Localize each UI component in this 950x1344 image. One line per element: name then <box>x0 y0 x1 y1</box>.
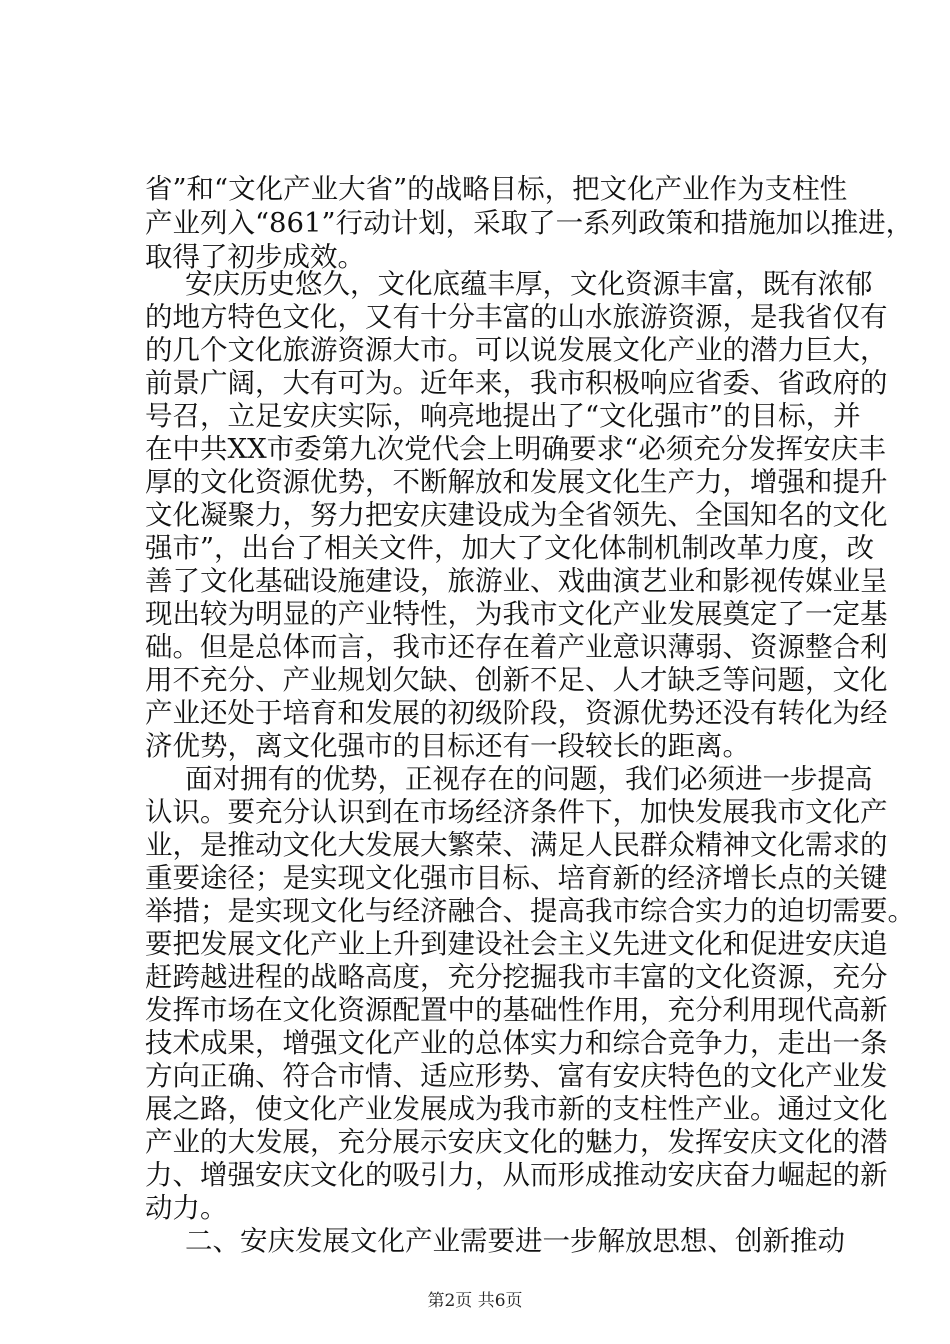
section-heading: 二、安庆发展文化产业需要进一步解放思想、创新推动 <box>185 1225 845 1257</box>
text-line: 力、增强安庆文化的吸引力，从而形成推动安庆奋力崛起的新 <box>145 1159 888 1191</box>
paragraph-first-line: 面对拥有的优势，正视存在的问题，我们必须进一步提高 <box>185 763 873 795</box>
text-line: 产业还处于培育和发展的初级阶段，资源优势还没有转化为经 <box>145 697 888 729</box>
text-line: 产业列入“861”行动计划，采取了一系列政策和措施加以推进， <box>145 207 914 239</box>
text-line: 前景广阔，大有可为。近年来，我市积极响应省委、省政府的 <box>145 367 888 399</box>
paragraph-first-line: 安庆历史悠久，文化底蕴丰厚，文化资源丰富，既有浓郁 <box>185 268 873 300</box>
text-line: 发挥市场在文化资源配置中的基础性作用，充分利用现代高新 <box>145 994 888 1026</box>
text-line: 重要途径；是实现文化强市目标、培育新的经济增长点的关键 <box>145 862 888 894</box>
text-line: 展之路，使文化产业发展成为我市新的支柱性产业。通过文化 <box>145 1093 888 1125</box>
text-line: 的地方特色文化，又有十分丰富的山水旅游资源，是我省仅有 <box>145 301 888 333</box>
text-line: 善了文化基础设施建设，旅游业、戏曲演艺业和影视传媒业呈 <box>145 565 888 597</box>
text-line: 产业的大发展，充分展示安庆文化的魅力，发挥安庆文化的潜 <box>145 1126 888 1158</box>
text-line: 号召，立足安庆实际，响亮地提出了“文化强市”的目标，并 <box>145 400 861 432</box>
text-line: 济优势，离文化强市的目标还有一段较长的距离。 <box>145 730 750 762</box>
text-line: 现出较为明显的产业特性，为我市文化产业发展奠定了一定基 <box>145 598 888 630</box>
text-line: 厚的文化资源优势，不断解放和发展文化生产力，增强和提升 <box>145 466 888 498</box>
text-line: 用不充分、产业规划欠缺、创新不足、人才缺乏等问题，文化 <box>145 664 888 696</box>
text-line: 业，是推动文化大发展大繁荣、满足人民群众精神文化需求的 <box>145 829 888 861</box>
text-line: 文化凝聚力，努力把安庆建设成为全省领先、全国知名的文化 <box>145 499 888 531</box>
text-line: 在中共XX市委第九次党代会上明确要求“必须充分发挥安庆丰 <box>145 433 886 465</box>
text-line: 础。但是总体而言，我市还存在着产业意识薄弱、资源整合利 <box>145 631 888 663</box>
text-line: 方向正确、符合市情、适应形势、富有安庆特色的文化产业发 <box>145 1060 888 1092</box>
text-line: 要把发展文化产业上升到建设社会主义先进文化和促进安庆追 <box>145 928 888 960</box>
text-line: 强市”，出台了相关文件，加大了文化体制机制改革力度，改 <box>145 532 875 564</box>
text-line: 技术成果，增强文化产业的总体实力和综合竞争力，走出一条 <box>145 1027 888 1059</box>
text-line: 认识。要充分认识到在市场经济条件下，加快发展我市文化产 <box>145 796 888 828</box>
text-line: 取得了初步成效。 <box>145 241 365 273</box>
page-number-footer: 第2页 共6页 <box>427 1291 523 1311</box>
text-line: 动力。 <box>145 1192 228 1224</box>
text-line: 赶跨越进程的战略高度，充分挖掘我市丰富的文化资源，充分 <box>145 961 888 993</box>
text-line: 的几个文化旅游资源大市。可以说发展文化产业的潜力巨大， <box>145 334 888 366</box>
text-line: 省”和“文化产业大省”的战略目标，把文化产业作为支柱性 <box>145 173 848 205</box>
text-line: 举措；是实现文化与经济融合、提高我市综合实力的迫切需要。 <box>145 895 915 927</box>
